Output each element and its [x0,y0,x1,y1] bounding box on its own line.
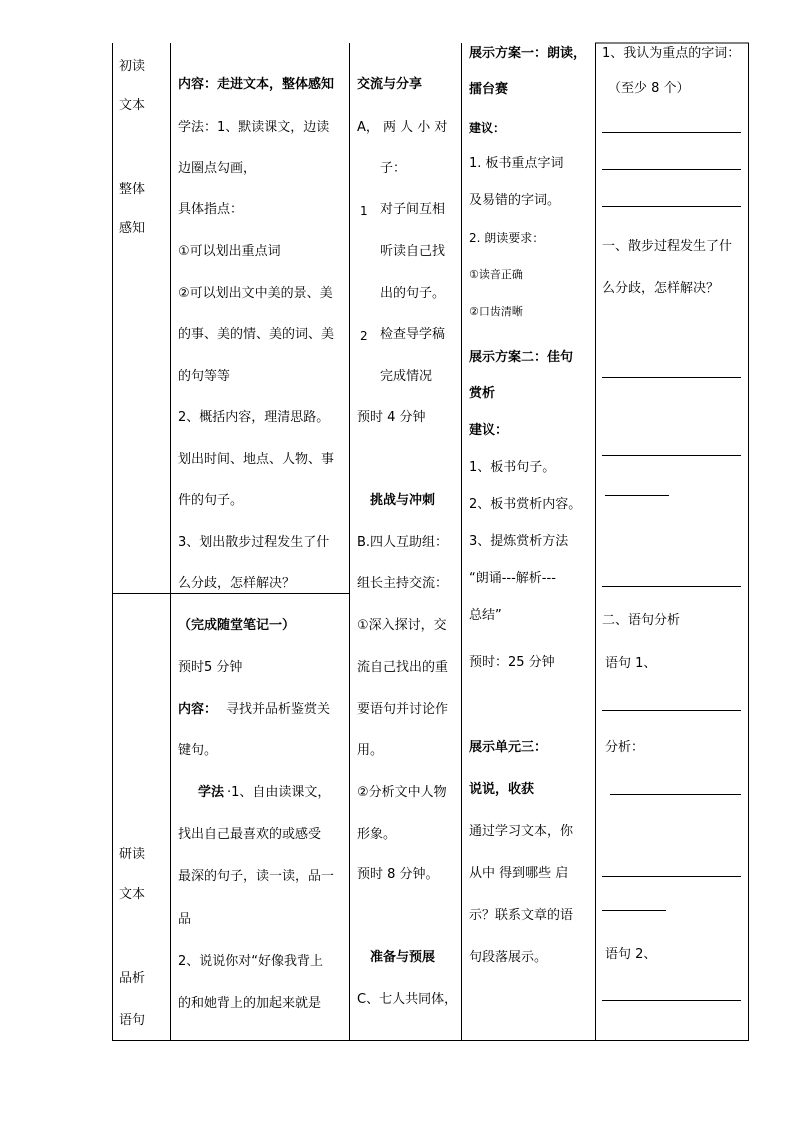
col2-line: 品 [178,912,192,927]
col2-line: 2、概括内容，理清思路。 [178,410,330,425]
col4-line: 示？联系文章的语 [469,908,574,923]
stage-label-2d: 语句 [119,1013,146,1028]
col3-line: 要语句并讨论作 [357,702,449,717]
stage-label-1b: 文本 [119,98,146,113]
col4-line: 3、提炼赏析方法 [469,534,569,549]
answer-line [602,586,741,587]
col4-line: 及易错的字词。 [469,193,561,208]
plan-2-title: 展示方案二：佳句 [469,350,574,365]
method-text: ·1、自由读课文， [227,785,331,800]
answer-line [602,876,741,877]
item-number: 1 [360,204,368,218]
time-estimate: 预时：25 分钟 [469,655,555,670]
col3-line: 用。 [357,743,384,758]
note-title: （完成随堂笔记一） [178,618,296,633]
section-title-prepare: 准备与预展 [370,950,436,965]
stage-label-2a: 研读 [119,847,146,862]
method-label: 学法 [198,785,225,800]
col3-line: C、七人共同体， [357,992,458,1007]
unit-3-subtitle: 说说，收获 [469,782,535,797]
sentence-2-label: 语句 2、 [605,947,657,962]
col3-line: 完成情况 [380,369,433,384]
question-1: 1、我认为重点的字词： [602,46,741,61]
col2-line: 的和她背上的加起来就是 [178,996,322,1011]
col4-line: 总结” [469,608,502,623]
answer-line [602,910,666,911]
col3-line: 检查导学稿 [380,327,446,342]
col4-line: 1. 板书重点字词 [469,156,564,171]
question-3: 二、语句分析 [602,613,681,628]
col2-line: 边圈点勾画， [178,161,257,176]
col3-line: 形象。 [357,827,397,842]
col3-line: 流自己找出的重 [357,660,449,675]
answer-line [602,1000,741,1001]
col3-line: 出的句子。 [380,286,446,301]
analysis-label: 分析： [605,740,645,755]
answer-line [610,794,741,795]
col4-line: 1、板书句子。 [469,460,556,475]
content-label: 内容： [178,702,218,717]
unit-3-title: 展示单元三： [469,740,548,755]
col3-line: B.四人互助组： [357,535,449,550]
item-number: 2 [360,329,368,343]
answer-line [602,455,741,456]
stage-label-1c: 整体 [119,182,146,197]
content-text-2: 键句。 [178,743,218,758]
answer-line [602,169,741,170]
col2-line: 么分歧，怎样解决？ [178,576,296,591]
answer-line [602,132,741,133]
advice-label: 建议： [469,121,506,135]
advice-label: 建议： [469,423,509,438]
sentence-1-label: 语句 1、 [605,656,657,671]
col4-line: ①读音正确 [469,268,523,281]
answer-line [605,495,669,496]
plan-1-title: 展示方案一：朗读， [469,46,587,61]
col4-line: 2. 朗读要求： [469,231,545,245]
question-1-note: （至少 8 个） [608,81,690,96]
col2-line: 具体指点： [178,202,244,217]
stage-label-1d: 感知 [119,221,146,236]
content-text: 寻找并品析鉴赏关 [226,702,331,717]
col2-line: ①可以划出重点词 [178,244,281,259]
stage-label-2b: 文本 [119,887,146,902]
col3-line: 组长主持交流： [357,576,449,591]
col4-line: 句段落展示。 [469,950,548,965]
col2-line: 的句等等 [178,369,231,384]
plan-2-title-2: 赏析 [469,386,496,401]
col2-line: ②可以划出文中美的景、美 [178,286,333,301]
col2-line: 2、说说你对“好像我背上 [178,954,324,969]
col2-line: 找出自己最喜欢的或感受 [178,827,322,842]
col3-line: 预时 8 分钟。 [357,867,439,882]
answer-line [602,377,741,378]
col4-line: 从中 得到哪些 启 [469,866,569,881]
question-2: 一、散步过程发生了什 [602,239,733,254]
stage-label-2c: 品析 [119,971,146,986]
col3-line: ②分析文中人物 [357,785,447,800]
question-2-cont: 么分歧，怎样解决？ [602,281,720,296]
col2-line: 件的句子。 [178,493,244,508]
plan-1-title-2: 擂台赛 [469,82,509,97]
col4-line: 通过学习文本，你 [469,824,574,839]
col4-line: ②口齿清晰 [469,305,523,318]
time-estimate: 预时 4 分钟 [357,410,426,425]
col3-line: 子： [380,161,407,176]
col3-line: 对子间互相 [380,202,446,217]
content-line: 内容：走进文本，整体感知 [178,77,335,92]
col3-line: A， 两 人 小 对 [357,120,448,135]
section-title-challenge: 挑战与冲刺 [370,493,436,508]
col3-line: 听读自己找 [380,244,446,259]
col2-line: 3、划出散步过程发生了什 [178,535,330,550]
answer-line [602,206,741,207]
section-title-share: 交流与分享 [357,77,423,92]
col2-line: 划出时间、地点、人物、事 [178,452,335,467]
stage-label-1a: 初读 [119,59,146,74]
col4-line: “朗诵---解析--- [469,571,556,586]
time-estimate: 预时5 分钟 [178,660,243,675]
col2-line: 最深的句子，读一读，品一 [178,869,335,884]
col3-line: ①深入探讨，交 [357,618,447,633]
method-line: 学法：1、默读课文，边读 [178,120,330,135]
col4-line: 2、板书赏析内容。 [469,497,582,512]
answer-line [602,710,741,711]
col2-line: 的事、美的情、美的词、美 [178,327,335,342]
